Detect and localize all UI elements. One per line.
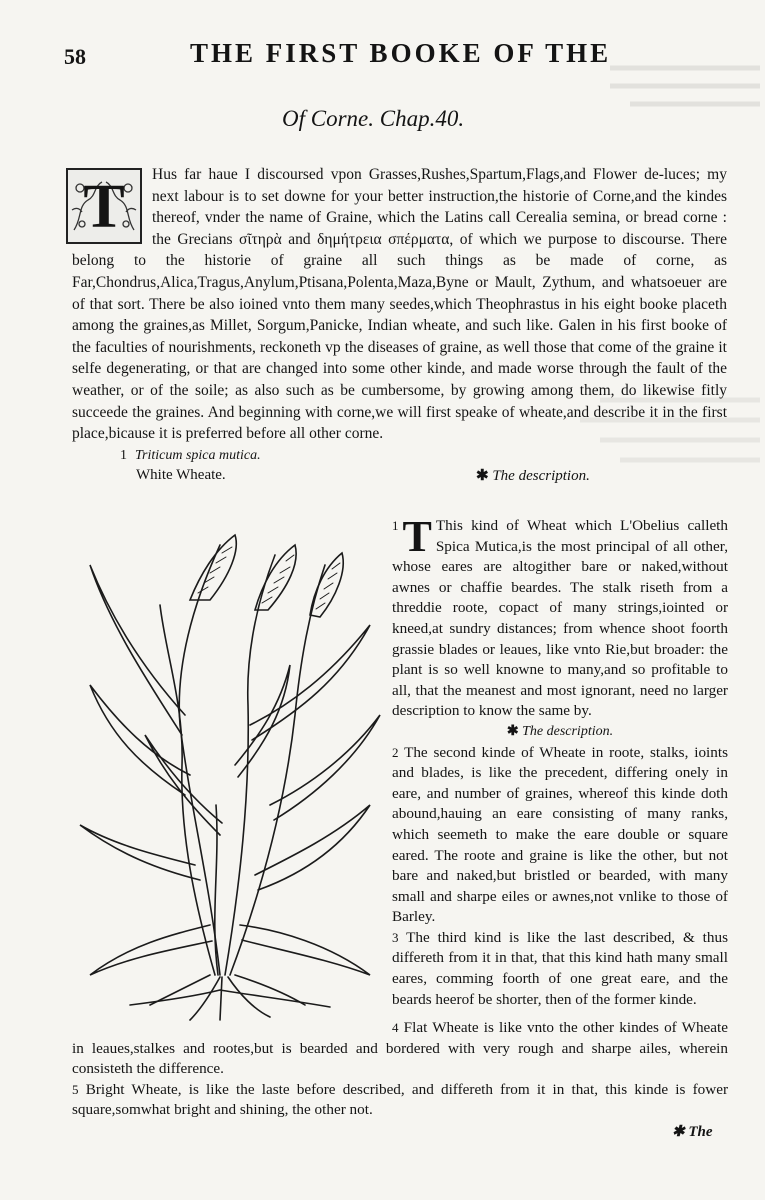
- running-head: THE FIRST BOOKE OF THE: [190, 38, 612, 68]
- description-paragraph-5: [72, 1080, 728, 1121]
- paragraph-text-1: This kind of Wheat which L'Obelius calleth Spica Mutica,is the most principal of all other, whose eares are altogither bare or naked,without awnes or chaffie beardes. The stalk riseth from a threddie roote, copact of many strings,iointed or kneed,at sundry distances; from whence shoot foorth grassie blades or leaues, like vnto Rie,but broader: the plant is so well knowne to many,and so profitable to all, that the meanest and most ignorant, need no larger description to know the same by.: [392, 517, 728, 720]
- description-paragraph-3: [392, 928, 728, 1010]
- paragraph-text-5: Bright Wheate, is like the laste before described, and differeth from it in that, this kinde is fower square,somwhat bright and shining, the other not.: [72, 1080, 728, 1119]
- asterisk-icon: ✱: [506, 723, 523, 739]
- paragraph-drop-cap: T: [402, 512, 432, 561]
- chapter-title: Of Corne. Chap.40.: [282, 106, 465, 131]
- figure-caption-english: White Wheate.: [136, 467, 226, 483]
- show-through-texture: [470, 60, 760, 120]
- description-heading-text-2: The description.: [522, 723, 614, 739]
- description-heading-2: [392, 722, 728, 743]
- paragraph-number-2: 2: [392, 744, 399, 760]
- page-number: 58: [64, 44, 86, 69]
- description-paragraph-2: [392, 743, 728, 928]
- description-heading-text-1: The description.: [492, 468, 590, 484]
- drop-cap-letter: T: [83, 173, 125, 241]
- intro-text-block: [72, 164, 727, 445]
- catchword-text: The: [688, 1124, 713, 1140]
- paragraph-number-3: 3: [392, 929, 399, 945]
- description-paragraph-1: [392, 512, 728, 722]
- asterisk-icon: ✱: [672, 1124, 689, 1140]
- figure-latin-name: Triticum spica mutica.: [135, 448, 261, 463]
- catchword: [672, 1122, 713, 1141]
- description-column: [392, 512, 728, 1010]
- description-paragraph-4: [72, 1018, 728, 1080]
- intro-paragraph: Hus far haue I discoursed vpon Grasses,Rushes,Spartum,Flags,and Flower de-luces; my next labour is to set downe for your better instruction,the historie of Corne,and the kindes thereof, vnder the name of Graine, which the Latins call Cerealia semina, or bread corne : the Grecians σῖτηρὰ and δημήτρεια σπέρματα, of which we purpose to discourse. There belong to the historie of graine all such things as be made of corne, as Far,Chondrus,Alica,Tragus,Anylum,Ptisana,Polenta,Maza,Byne or Mault, Zythum, and whatsoeuer are of that sort. There be also ioined vnto them many seedes,which Theophrastus in his eight booke placeth among the graines,as Millet, Sorgum,Panicke, Indian wheate, and such like. Galen in his first booke of the faculties of nourishments, reckoneth vp the diseases of graine, as well those that come of the graine it selfe degenerating, or that are changed into some other kinde, and made worse through the fault of the weather, or of the soile; as also such as be cumbersome, by growing among them, do likewise fitly succeede the graines. And beginning with corne,we will first speake of wheate,and describe it in the first place,bicause it is preferred before all other corne.: [72, 166, 727, 443]
- wheat-plant-illustration: [70, 505, 390, 1025]
- description-heading-1: [476, 466, 590, 485]
- drop-cap-spacer: [72, 164, 152, 250]
- paragraph-text-2: The second kinde of Wheate in roote, stalks, ioints and blades, is like the precedent, differing onely in eare, and number of graines, whereof this kinde doth abound,hauing an eare consisting of many ranks, which seemeth to make the eare double or square eared. The roote and graine is like the other, but not bare and naked,but bristled or bearded, with many small and sharpe eiles or awnes,not vnlike to those of Barley.: [392, 743, 728, 926]
- figure-number: 1: [120, 448, 127, 463]
- paragraph-number-1: 1: [392, 518, 399, 533]
- paragraph-text-4: Flat Wheate is like vnto the other kindes of Wheate in leaues,stalkes and rootes,but is bearded and bordered with very rough and sharpe ailes, wherein consisteth the difference.: [72, 1019, 728, 1078]
- bottom-text-block: [72, 1018, 728, 1121]
- asterisk-icon: ✱: [476, 468, 493, 484]
- paragraph-number-4: 4: [392, 1020, 399, 1035]
- show-through-lines: [470, 60, 760, 120]
- figure-caption-latin: [120, 448, 261, 464]
- paragraph-number-5: 5: [72, 1081, 79, 1097]
- paragraph-text-3: The third kind is like the last described, & thus differeth from it in that, that this kind hath many small eares, comming foorth of one great eare, and the beards heerof be shorter, then of the former kinde.: [392, 928, 728, 1008]
